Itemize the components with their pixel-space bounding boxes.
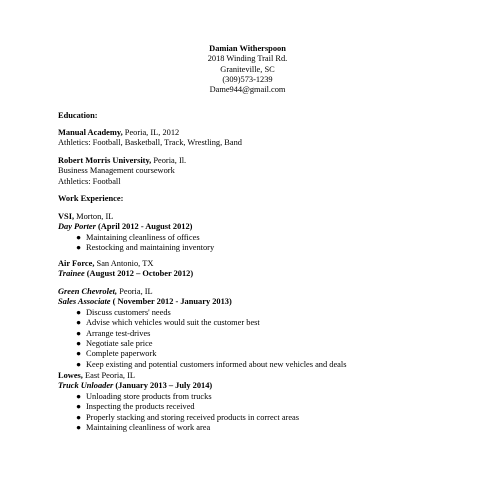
duties-list (58, 233, 458, 254)
job-entry (58, 212, 458, 254)
bullet-icon: ● (76, 402, 82, 412)
list-item: ● Unloading store products from trucks (76, 391, 212, 401)
employer-name: Air Force, (58, 259, 95, 268)
list-item: ● Negotiate sale price (76, 339, 153, 349)
job-title: Trainee (58, 269, 85, 279)
city-state: Graniteville, SC (220, 64, 275, 74)
work-experience-heading: Work Experience: (58, 194, 124, 203)
employer-location: Peoria, IL (117, 287, 153, 296)
employer-location: San Antonio, TX (94, 259, 154, 268)
coursework: Business Management coursework (58, 166, 175, 176)
bullet-icon: ● (76, 412, 82, 422)
bullet-icon: ● (76, 339, 82, 349)
employer-name: Lowes, (58, 371, 83, 380)
job-entry (58, 371, 458, 433)
list-item: ● Maintaining cleanliness of work area (76, 423, 211, 433)
school-activities: Athletics: Football, Basketball, Track, Wrestling, Band (58, 138, 242, 148)
school-details: Peoria, Il. (151, 156, 187, 165)
school-name: Manual Academy, (58, 128, 123, 137)
bullet-icon: ● (76, 318, 82, 328)
street-address: 2018 Winding Trail Rd. (207, 54, 288, 64)
employer-location: Morton, IL (74, 212, 114, 221)
job-dates: (January 2013 – July 2014) (113, 381, 213, 391)
bullet-icon: ● (76, 328, 82, 338)
job-title: Day Porter (58, 222, 96, 232)
list-item: ● Arrange test-drives (76, 328, 151, 338)
job-entry (58, 287, 458, 370)
email-address: Dame944@gmail.com (209, 85, 286, 95)
list-item: ● Keep existing and potential customers informed about new vehicles and deals (76, 359, 347, 369)
list-item: ● Complete paperwork (76, 349, 157, 359)
education-entry (58, 156, 458, 187)
job-dates: ( November 2012 - January 2013) (110, 297, 232, 307)
job-dates: (April 2012 - August 2012) (95, 222, 193, 232)
job-title: Truck Unloader (58, 381, 114, 391)
duties-list (58, 308, 458, 370)
contact-header (150, 44, 345, 95)
bullet-icon: ● (76, 391, 82, 401)
education-entry (58, 128, 458, 149)
applicant-name: Damian Witherspoon (209, 44, 286, 53)
employer-name: VSI, (58, 212, 75, 221)
phone-number: (309)573-1239 (222, 74, 273, 84)
bullet-icon: ● (76, 307, 82, 317)
bullet-icon: ● (76, 243, 82, 253)
list-item: ● Discuss customers' needs (76, 307, 171, 317)
duties-list (58, 392, 458, 434)
bullet-icon: ● (76, 349, 82, 359)
school-activities: Athletics: Football (58, 176, 121, 186)
bullet-icon: ● (76, 232, 82, 242)
school-details: Peoria, IL, 2012 (122, 128, 180, 137)
bullet-icon: ● (76, 423, 82, 433)
job-dates: (August 2012 – October 2012) (84, 269, 194, 279)
bullet-icon: ● (76, 359, 82, 369)
education-heading: Education: (58, 111, 98, 120)
list-item: ● Properly stacking and storing received products in correct areas (76, 412, 300, 422)
list-item: ● Inspecting the products received (76, 402, 195, 412)
school-name: Robert Morris University, (58, 156, 152, 165)
employer-name: Green Chevrolet, (58, 287, 118, 296)
list-item: ● Restocking and maintaining inventory (76, 243, 215, 253)
employer-location: East Peoria, IL (82, 371, 136, 380)
list-item: ● Advise which vehicles would suit the customer best (76, 318, 260, 328)
job-title: Sales Associate (58, 297, 111, 307)
job-entry (58, 259, 458, 280)
list-item: ● Maintaining cleanliness of offices (76, 232, 200, 242)
